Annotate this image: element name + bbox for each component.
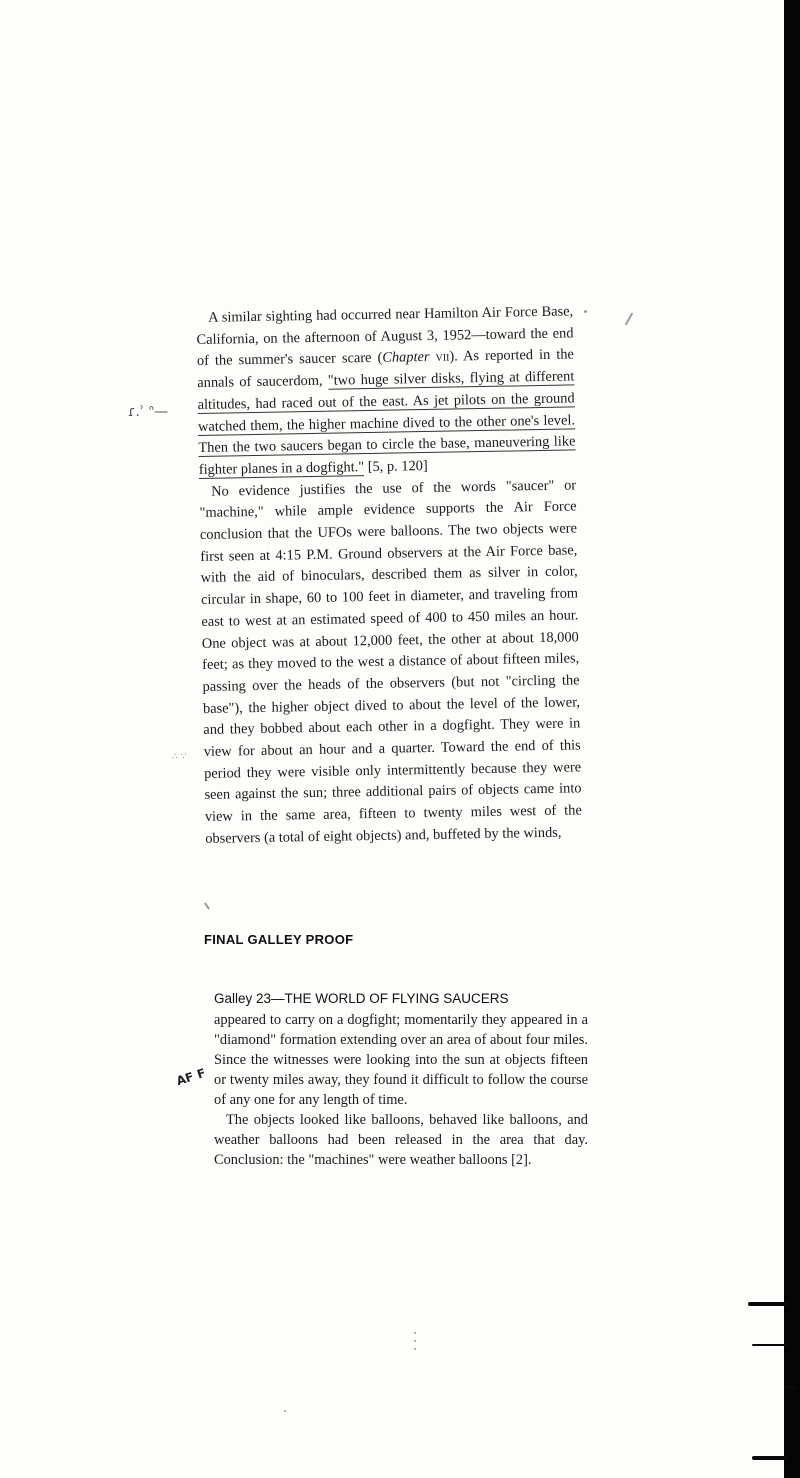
p1-intro: A similar sighting had occurred near Hamilton Air Force Base, California, on the afternoon of August 3, 1952—toward the end of the summer's saucer scare ( <box>196 303 574 370</box>
chapter-number: vii <box>435 348 450 366</box>
scan-speck <box>284 1410 286 1412</box>
margin-note-left-lower: AF F <box>174 1065 208 1089</box>
paragraph-hamilton-sighting <box>196 301 576 481</box>
galley-heading: Galley 23—THE WORLD OF FLYING SAUCERS <box>214 991 509 1006</box>
chapter-reference: Chapter <box>382 349 430 367</box>
scan-speck <box>625 312 634 325</box>
underlined-quotation: "two huge silver disks, flying at different altitudes, had raced out of the east. As jet pilots on the ground watched them, the higher machine dived to the other one's level. Then the two saucers began to circle the base, maneuvering like fighter planes in a dogfight." <box>197 368 576 478</box>
scan-speck <box>414 1332 416 1334</box>
final-galley-proof-stamp: FINAL GALLEY PROOF <box>204 932 354 947</box>
citation: [5, p. 120] <box>364 457 428 476</box>
margin-note-dots: ∴ ∵ <box>172 752 187 762</box>
p1-annals: ). As reported in the annals of saucerdom, <box>197 346 575 392</box>
edge-tick-mark <box>748 1302 788 1306</box>
scan-speck <box>414 1340 416 1342</box>
scan-speck <box>414 1348 416 1350</box>
paragraph-dogfight-continued: appeared to carry on a dogfight; momentarily they appeared in a "diamond" formation extending over an area of about four miles. Since the witnesses were looking into the sun at objects fifteen or twenty miles away, they found it difficult to follow the course of any one for any length of time. <box>214 1012 588 1108</box>
galley-upper-column <box>196 301 582 850</box>
scan-speck <box>204 902 210 910</box>
edge-tick-mark <box>752 1456 788 1460</box>
paragraph-conclusion: The objects looked like balloons, behaved like balloons, and weather balloons had been released in the area that day. Conclusion: the "machines" were weather balloons [2]. <box>214 1112 588 1168</box>
scanner-edge-bar <box>784 0 800 1478</box>
galley-lower-column <box>214 1010 588 1170</box>
scan-speck <box>584 310 587 313</box>
margin-note-left-upper: ɾ.ʾ ᐢ— <box>128 404 169 420</box>
edge-tick-mark <box>752 1344 788 1346</box>
edge-tick-mark <box>784 1386 798 1389</box>
paragraph-balloon-evidence: No evidence justifies the use of the words "saucer" or "machine," while ample evidence supports the Air Force conclusion that the UFOs were balloons. The two objects were first seen at 4:15 P.M. Ground observers at the Air Force base, with the aid of binoculars, described them as silver in color, circular in shape, 60 to 100 feet in diameter, and traveling from east to west at an estimated speed of 400 to 450 miles an hour. One object was at about 12,000 feet, the other at about 18,000 feet; as they moved to the west a distance of about fifteen miles, passing over the heads of the observers (but not "circling the base"), the higher object dived to about the level of the lower, and they bobbed about each other in a dogfight. They were in view for about an hour and a quarter. Toward the end of this period they were visible only intermittently because they were seen against the sun; three additional pairs of objects came into view in the same area, fifteen to twenty miles west of the observers (a total of eight objects) and, buffeted by the winds, <box>199 477 582 847</box>
